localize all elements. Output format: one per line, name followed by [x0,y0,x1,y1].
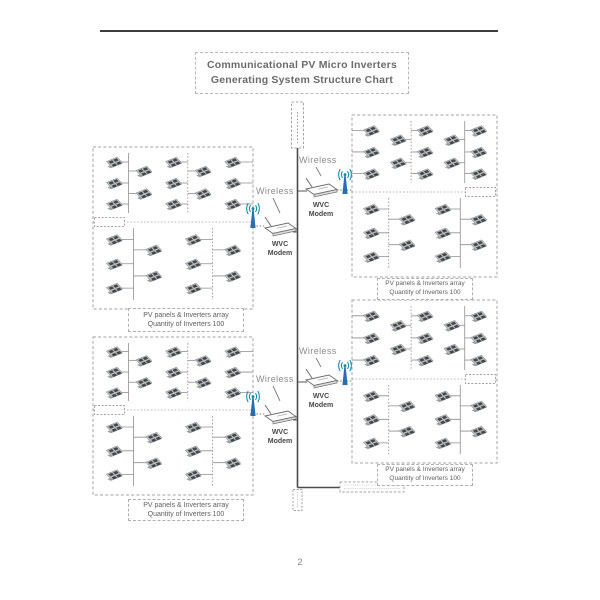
pv-panel-icon [363,355,380,366]
pv-panel-icon [399,426,416,437]
pv-panel-icon [363,169,380,180]
array-label-line2: Quantity of Inverters 100 [147,321,225,328]
title-line-2: Generating System Structure Chart [210,74,394,86]
pv-panel-icon [471,401,488,412]
wvc-modem-icon [303,175,339,199]
pv-panel-icon [471,333,488,344]
array-label-top-left [128,308,244,332]
pv-panel-icon [106,178,123,189]
pv-panel-icon [399,240,416,251]
array-label-line2: Quantity of Inverters 100 [389,475,461,482]
pv-panel-icon [471,311,488,322]
pv-panel-icon [106,259,123,270]
modem-assembly-bottom-left [244,372,302,452]
modem-assembly-top-left [244,184,302,264]
pv-panel-icon [471,426,488,437]
pv-panel-icon [471,169,488,180]
pv-panel-icon [363,126,380,137]
pv-panel-icon [435,391,452,402]
pv-panel-icon [435,204,452,215]
array-label-bottom-left [128,499,244,521]
pv-panel-icon [195,377,212,388]
wvc-modem-label: WVC Modem [308,202,334,219]
modem-assembly-bottom-right [297,344,355,414]
pv-panel-icon [146,458,163,469]
pv-panel-icon [444,320,461,331]
array-label-bottom-right [377,464,473,486]
pv-panel-icon [471,240,488,251]
array-label-line1: PV panels & Inverters array [385,466,465,474]
wireless-label: Wireless [299,346,337,356]
wvc-modem-icon [262,214,298,238]
pv-panel-icon [225,388,242,399]
ground-stub [293,490,302,511]
pv-panel-icon [106,283,123,294]
pv-panel-icon [146,432,163,443]
array-label-line1: PV panels & Inverters array [143,501,229,509]
pv-panel-icon [225,347,242,358]
pv-panel-icon [106,199,123,210]
pv-panel-icon [363,311,380,322]
pv-panel-icon [136,189,153,200]
wifi-antenna-icon [337,358,353,386]
pv-panel-icon [106,388,123,399]
title-line-1: Communicational PV Micro Inverters [206,59,397,72]
pv-array-group-top-left [93,147,253,309]
pv-panel-icon [471,126,488,137]
pv-panel-icon [225,199,242,210]
pv-panel-icon [136,377,153,388]
pv-panel-icon [471,355,488,366]
pv-panel-icon [417,147,434,158]
pv-array-group-bottom-left [93,337,253,495]
pv-panel-icon [106,422,123,433]
pv-array-group-bottom-right [352,300,497,463]
wifi-antenna-icon [245,201,261,229]
pv-panel-icon [417,169,434,180]
pv-panel-icon [363,414,380,425]
pv-panel-icon [166,367,183,378]
pv-panel-icon [195,355,212,366]
wvc-modem-icon [303,366,339,390]
pv-panel-icon [225,271,242,282]
array-label-line2: Quantity of Inverters 100 [147,511,225,518]
pv-panel-icon [363,204,380,215]
pv-panel-icon [225,432,242,443]
array-label-line1: PV panels & Inverters array [385,280,465,288]
pv-panel-icon [166,347,183,358]
pv-panel-icon [225,178,242,189]
pv-panel-icon [444,344,461,355]
array-label-top-right [377,278,473,300]
array-label-line1: PV panels & Inverters array [143,311,229,319]
pv-panel-icon [390,344,407,355]
pv-panel-icon [363,147,380,158]
pv-panel-icon [146,245,163,256]
pv-panel-icon [166,199,183,210]
pv-panel-icon [136,166,153,177]
pv-panel-icon [390,320,407,331]
pv-panel-icon [166,157,183,168]
pv-panel-icon [185,446,202,457]
pv-panel-icon [185,259,202,270]
wireless-label: Wireless [256,374,294,384]
pv-panel-icon [471,147,488,158]
pv-panel-icon [166,178,183,189]
pv-panel-icon [195,166,212,177]
wireless-label: Wireless [256,186,294,196]
pv-panel-icon [390,158,407,169]
pv-panel-icon [106,367,123,378]
pv-panel-icon [435,252,452,263]
wvc-modem-icon [262,402,298,426]
pv-panel-icon [399,214,416,225]
pv-panel-icon [106,470,123,481]
pv-panel-icon [185,470,202,481]
wireless-label: Wireless [299,155,337,165]
pv-panel-icon [146,271,163,282]
pv-panel-icon [435,414,452,425]
pv-panel-icon [185,235,202,246]
pv-panel-icon [390,135,407,146]
pv-panel-icon [399,401,416,412]
pv-panel-icon [417,126,434,137]
pv-panel-icon [185,422,202,433]
modem-assembly-top-right [297,153,355,223]
pv-panel-icon [417,311,434,322]
pv-panel-icon [185,283,202,294]
pv-panel-icon [363,333,380,344]
pv-panel-icon [225,458,242,469]
wifi-antenna-icon [337,167,353,195]
pv-panel-icon [363,391,380,402]
pv-panel-icon [471,214,488,225]
pv-panel-icon [106,235,123,246]
pv-panel-icon [363,252,380,263]
pv-panel-icon [444,135,461,146]
pv-panel-icon [225,367,242,378]
wifi-antenna-icon [245,389,261,417]
pv-panel-icon [195,189,212,200]
pv-panel-icon [417,333,434,344]
pv-array-group-top-right [352,115,497,277]
pv-panel-icon [136,355,153,366]
pv-panel-icon [435,438,452,449]
pv-panel-icon [225,245,242,256]
pv-panel-icon [225,157,242,168]
pv-panel-icon [417,355,434,366]
pv-panel-icon [435,228,452,239]
pv-panel-icon [363,228,380,239]
wvc-modem-label: WVC Modem [308,393,334,410]
pv-panel-icon [363,438,380,449]
wvc-modem-label: WVC Modem [267,241,293,258]
pv-panel-icon [106,446,123,457]
pv-panel-icon [106,157,123,168]
wvc-modem-label: WVC Modem [267,429,293,446]
page-number: 2 [297,557,303,567]
array-label-line2: Quantity of Inverters 100 [389,289,461,296]
pv-panel-icon [106,347,123,358]
pv-panel-icon [166,388,183,399]
pv-panel-icon [444,158,461,169]
